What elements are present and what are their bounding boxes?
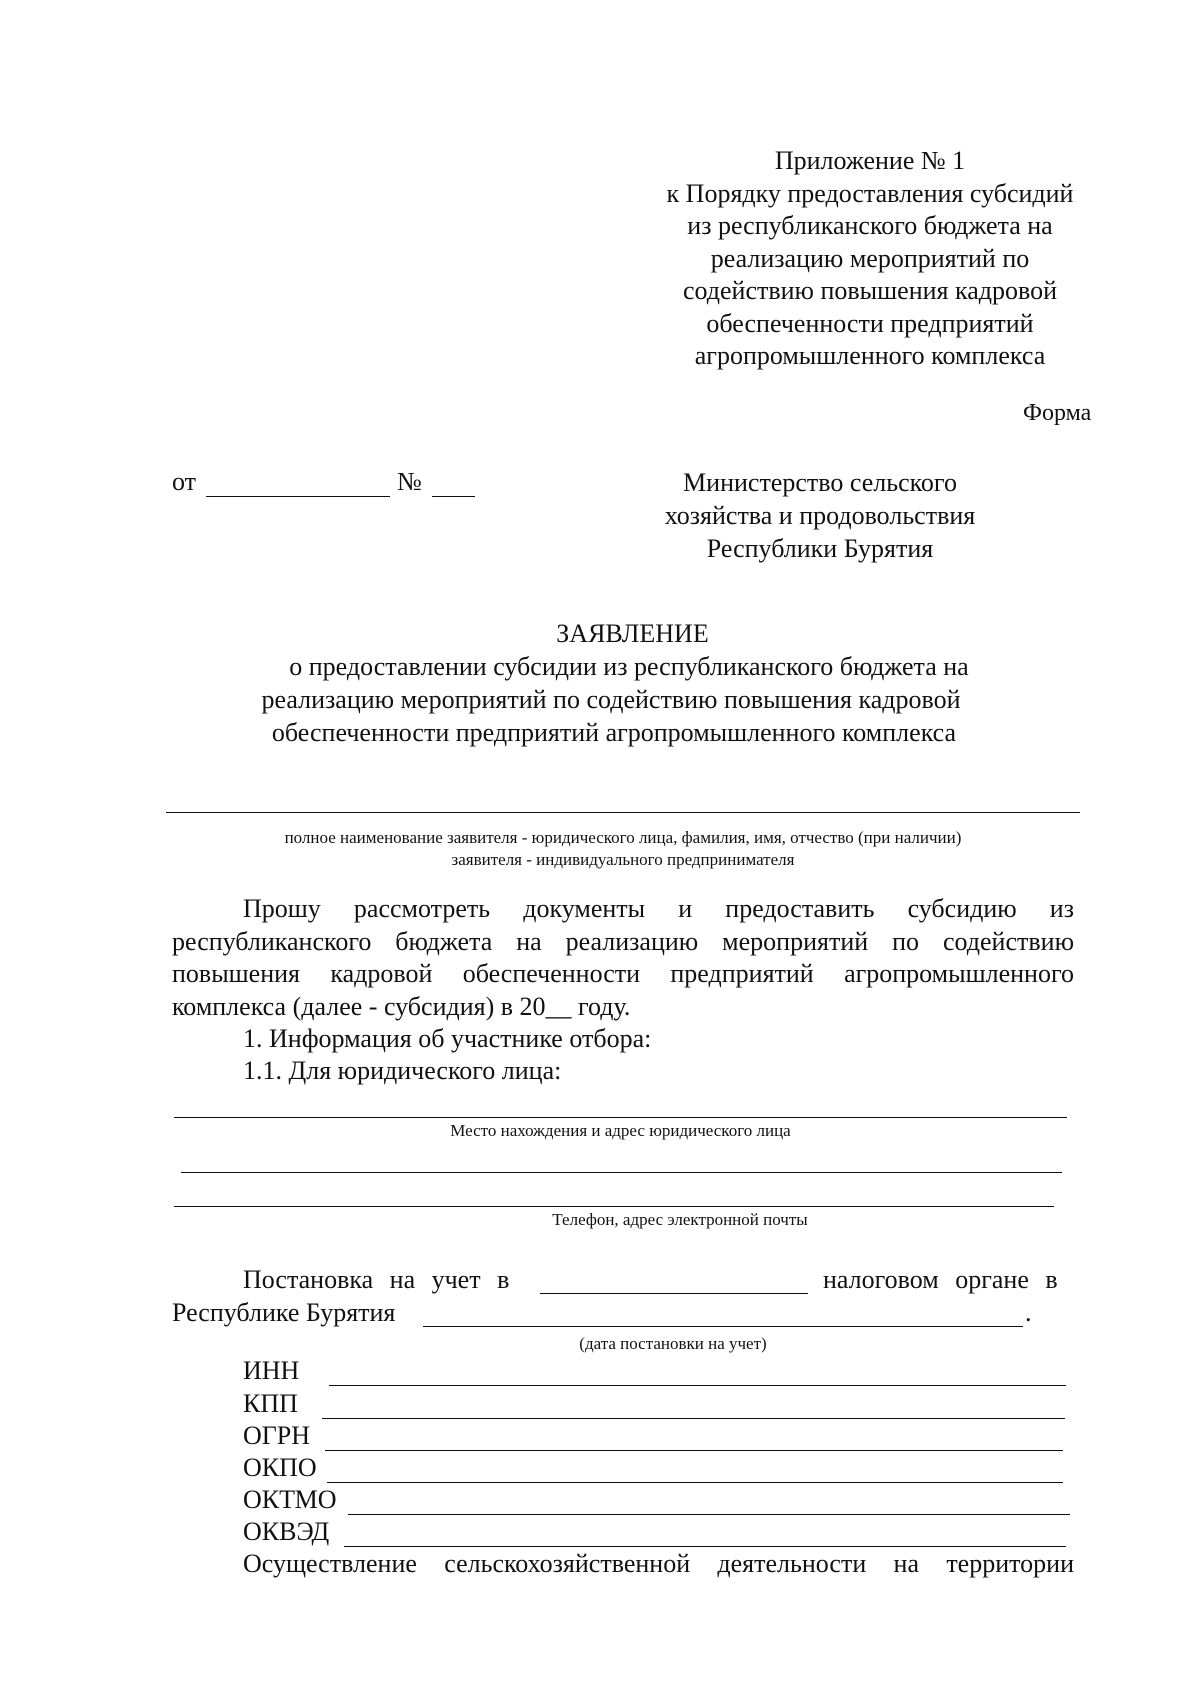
tax-authority-text: налоговом органе в [823, 1265, 1058, 1294]
section-1-heading: 1. Информация об участнике отбора: [243, 1024, 652, 1053]
section-1-1-heading: 1.1. Для юридического лица: [243, 1056, 562, 1085]
oktmo-label: ОКТМО [243, 1485, 337, 1514]
applicant-name-field[interactable] [166, 812, 1080, 813]
republic-text: Республике Бурятия [172, 1298, 396, 1327]
statement-title: ЗАЯВЛЕНИЕ [556, 619, 709, 648]
addressee-line: хозяйства и продовольствия [664, 501, 976, 530]
tax-authority-field[interactable] [540, 1293, 808, 1294]
inn-field[interactable] [329, 1385, 1066, 1386]
contact-caption: Телефон, адрес электронной почты [552, 1210, 808, 1229]
activity-line: Осуществление сельскохозяйственной деятельности на территории [243, 1549, 1074, 1578]
number-field[interactable] [432, 496, 475, 497]
statement-subtitle-line: обеспеченности предприятий агропромышленного комплекса [271, 718, 957, 747]
date-field[interactable] [206, 496, 390, 497]
appendix-line: обеспеченности предприятий [706, 308, 1034, 338]
applicant-caption-line: заявителя - индивидуального предпринимателя [451, 850, 795, 869]
appendix-line: реализацию мероприятий по [710, 243, 1030, 273]
addressee-block [640, 466, 1000, 565]
appendix-line: Приложение № 1 [774, 146, 966, 175]
date-label: от [172, 467, 197, 496]
oktmo-field[interactable] [348, 1514, 1070, 1515]
appendix-line: содействию повышения кадровой [682, 276, 1058, 305]
applicant-caption-line: полное наименование заявителя - юридического лица, фамилия, имя, отчество (при наличии) [284, 828, 962, 847]
okved-field[interactable] [344, 1546, 1066, 1547]
appendix-line: агропромышленного комплекса [694, 341, 1046, 370]
ogrn-field[interactable] [325, 1450, 1063, 1451]
contact-field[interactable] [174, 1206, 1054, 1207]
number-label: № [397, 467, 422, 496]
registration-date-caption: (дата постановки на учет) [579, 1334, 767, 1353]
okved-label: ОКВЭД [243, 1517, 330, 1546]
okpo-label: ОКПО [243, 1453, 317, 1482]
kpp-label: КПП [243, 1389, 298, 1418]
addressee-line: Республики Бурятия [706, 534, 934, 563]
statement-subtitle-line: о предоставлении субсидии из республиканского бюджета на [289, 652, 969, 681]
form-label: Форма [1023, 400, 1092, 426]
inn-label: ИНН [243, 1356, 300, 1385]
ogrn-label: ОГРН [243, 1421, 311, 1450]
registration-date-field[interactable] [423, 1326, 1023, 1327]
body-line: повышения кадровой обеспеченности предприятий агропромышленного [172, 959, 1074, 988]
appendix-header [620, 145, 1120, 373]
period-mark: . [1025, 1298, 1032, 1327]
addressee-line: Министерство сельского [683, 468, 957, 497]
body-line: Прошу рассмотреть документы и предоставить субсидию из [243, 894, 1074, 923]
appendix-line: из республиканского бюджета на [687, 211, 1053, 240]
appendix-line: к Порядку предоставления субсидий [666, 178, 1074, 208]
address-field[interactable] [174, 1117, 1067, 1118]
address-field-continued[interactable] [181, 1172, 1062, 1173]
tax-registration-text: Постановка на учет в [243, 1265, 510, 1294]
kpp-field[interactable] [322, 1418, 1065, 1419]
okpo-field[interactable] [327, 1482, 1063, 1483]
statement-subtitle-line: реализацию мероприятий по содействию повышения кадровой [261, 685, 961, 714]
statement-heading [140, 617, 1100, 749]
body-line: комплекса (далее - субсидия) в 20__ году. [172, 992, 631, 1021]
body-line: республиканского бюджета на реализацию мероприятий по содействию [172, 927, 1074, 956]
address-caption: Место нахождения и адрес юридического лица [450, 1121, 791, 1140]
